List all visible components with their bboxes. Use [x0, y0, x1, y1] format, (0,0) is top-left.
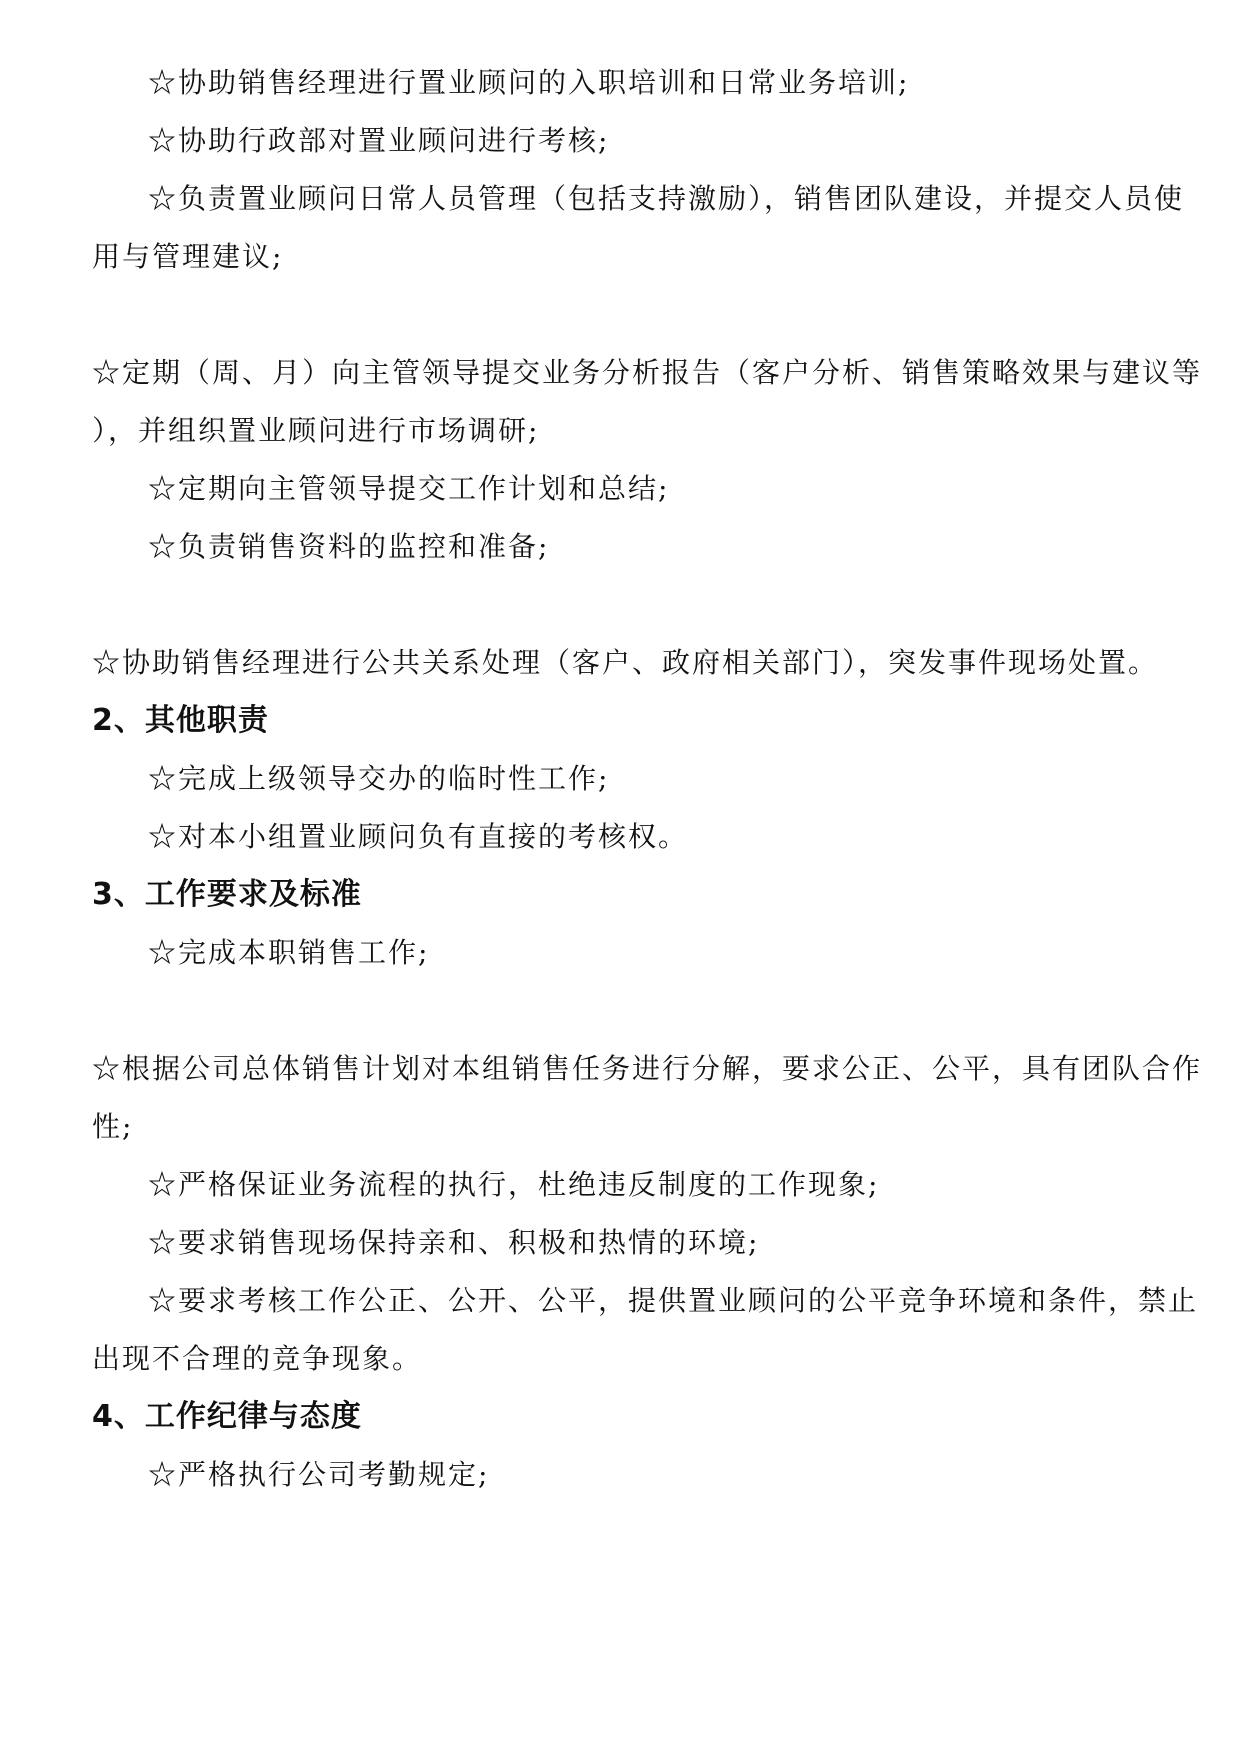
paragraph-attendance: ☆严格执行公司考勤规定;: [148, 1458, 490, 1491]
section-heading-other-duties: 2、其他职责: [92, 703, 269, 738]
paragraph-training: ☆协助销售经理进行置业顾问的入职培训和日常业务培训;: [148, 66, 910, 99]
paragraph-assessment: ☆协助行政部对置业顾问进行考核;: [148, 124, 610, 157]
paragraph-fair-assessment-line1: ☆要求考核工作公正、公开、公平，提供置业顾问的公平竞争环境和条件，禁止: [148, 1284, 1199, 1317]
paragraph-report-line2: ），并组织置业顾问进行市场调研;: [92, 414, 540, 447]
paragraph-staff-management-line1: ☆负责置业顾问日常人员管理（包括支持激励），销售团队建设，并提交人员使: [148, 182, 1185, 215]
paragraph-sales-materials: ☆负责销售资料的监控和准备;: [148, 530, 550, 563]
paragraph-fair-assessment-line2: 出现不合理的竞争现象。: [92, 1342, 423, 1375]
paragraph-process-compliance: ☆严格保证业务流程的执行，杜绝违反制度的工作现象;: [148, 1168, 880, 1201]
paragraph-assessment-right: ☆对本小组置业顾问负有直接的考核权。: [148, 820, 689, 853]
paragraph-staff-management-line2: 用与管理建议;: [92, 240, 284, 273]
paragraph-temporary-work: ☆完成上级领导交办的临时性工作;: [148, 762, 610, 795]
paragraph-sales-environment: ☆要求销售现场保持亲和、积极和热情的环境;: [148, 1226, 760, 1259]
section-heading-discipline: 4、工作纪律与态度: [92, 1399, 362, 1434]
paragraph-report-line1: ☆定期（周、月）向主管领导提交业务分析报告（客户分析、销售策略效果与建议等: [92, 356, 1203, 389]
section-heading-work-requirements: 3、工作要求及标准: [92, 877, 362, 912]
paragraph-task-breakdown-line1: ☆根据公司总体销售计划对本组销售任务进行分解，要求公正、公平，具有团队合作: [92, 1052, 1203, 1085]
paragraph-task-breakdown-line2: 性;: [92, 1110, 134, 1143]
paragraph-work-plan: ☆定期向主管领导提交工作计划和总结;: [148, 472, 670, 505]
paragraph-public-relations: ☆协助销售经理进行公共关系处理（客户、政府相关部门），突发事件现场处置。: [92, 646, 1159, 679]
paragraph-sales-work: ☆完成本职销售工作;: [148, 936, 430, 969]
